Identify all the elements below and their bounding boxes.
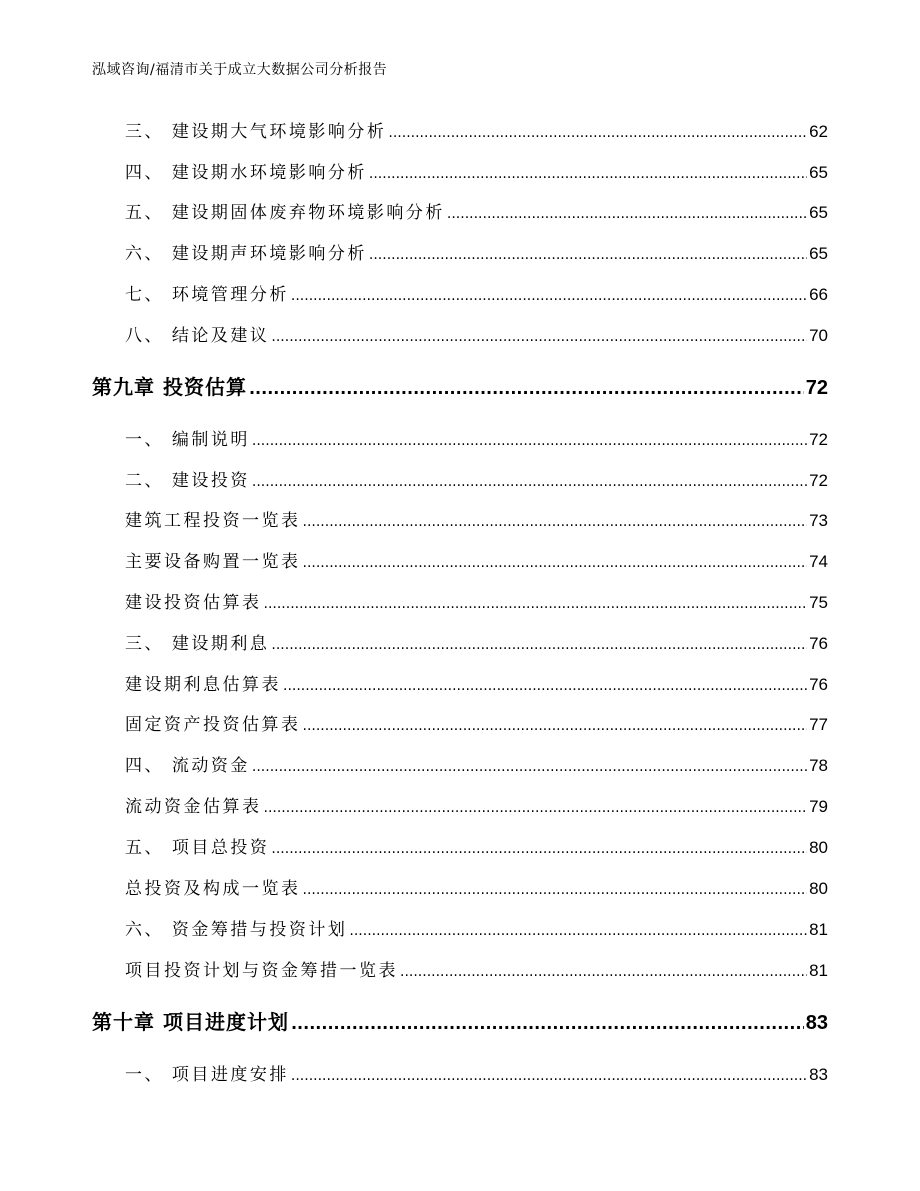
toc-page-number: 72 [809,430,828,449]
toc-entry-title: 建筑工程投资一览表 [125,511,301,531]
toc-entry[interactable] [92,1060,828,1085]
toc-entry[interactable] [92,466,828,491]
toc-leader-dots [369,247,807,263]
toc-entry[interactable] [92,425,828,450]
toc-entry[interactable] [92,956,828,981]
toc-page-number: 81 [809,920,828,939]
toc-entry[interactable] [92,792,828,817]
toc-entry-title: 一、 项目进度安排 [125,1065,289,1085]
toc-entry[interactable] [92,670,828,695]
toc-page-number: 72 [805,377,828,399]
toc-leader-dots [249,379,804,398]
toc-entry-title: 建设投资估算表 [125,593,262,613]
toc-entry-title: 一、 编制说明 [125,430,250,450]
toc-entry-title: 总投资及构成一览表 [125,879,301,899]
toc-entry[interactable] [92,506,828,531]
toc-page-number: 70 [809,326,828,345]
toc-page-number: 76 [809,675,828,694]
toc-page-number: 76 [809,634,828,653]
toc-entry-title: 八、 结论及建议 [125,326,270,346]
toc-page-number: 66 [809,285,828,304]
running-header: 泓域咨询/福清市关于成立大数据公司分析报告 [92,62,388,78]
toc-entry[interactable] [92,547,828,572]
toc-entry[interactable] [92,198,828,223]
toc-entry-title: 五、 建设期固体废弃物环境影响分析 [125,203,445,223]
toc-page-number: 73 [809,511,828,530]
toc-entry-title: 建设期利息估算表 [125,675,281,695]
toc-leader-dots [271,329,807,345]
toc-entry[interactable] [92,833,828,858]
toc-entry-title: 六、 建设期声环境影响分析 [125,244,367,264]
toc-entry-title: 流动资金估算表 [125,797,262,817]
toc-page-number: 74 [809,552,828,571]
toc-entry-title: 五、 项目总投资 [125,838,270,858]
toc-leader-dots [252,474,807,490]
toc-entry[interactable] [92,280,828,305]
toc-leader-dots [271,637,807,653]
toc-leader-dots [388,125,807,141]
toc-page-number: 65 [809,163,828,182]
toc-leader-dots [303,882,808,898]
toc-entry-title: 第九章 投资估算 [92,375,247,399]
toc-entry-title: 三、 建设期利息 [125,634,270,654]
toc-chapter-entry[interactable] [92,1006,828,1035]
toc-chapter-entry[interactable] [92,371,828,400]
toc-page-number: 65 [809,203,828,222]
toc-leader-dots [252,433,807,449]
toc-leader-dots [303,514,808,530]
toc-page-number: 79 [809,797,828,816]
toc-entry[interactable] [92,874,828,899]
toc-page-number: 62 [809,122,828,141]
toc-page-number: 83 [805,1012,828,1034]
toc-leader-dots [291,1068,807,1084]
toc-page-number: 75 [809,593,828,612]
toc-page-number: 72 [809,471,828,490]
toc-entry-title: 二、 建设投资 [125,471,250,491]
toc-leader-dots [447,206,807,222]
toc-entry-title: 主要设备购置一览表 [125,552,301,572]
toc-entry[interactable] [92,588,828,613]
toc-leader-dots [291,1014,804,1033]
toc-entry[interactable] [92,158,828,183]
toc-leader-dots [400,964,807,980]
toc-page-number: 65 [809,244,828,263]
toc-entry-title: 七、 环境管理分析 [125,285,289,305]
toc-page-number: 77 [809,715,828,734]
toc-leader-dots [349,923,807,939]
toc-leader-dots [369,166,807,182]
toc-entry-title: 第十章 项目进度计划 [92,1010,289,1034]
toc-leader-dots [264,800,808,816]
toc-entry[interactable] [92,915,828,940]
toc-entry-title: 四、 流动资金 [125,756,250,776]
toc-entry-title: 固定资产投资估算表 [125,715,301,735]
toc-entry-title: 项目投资计划与资金筹措一览表 [125,961,398,981]
toc-leader-dots [303,718,808,734]
toc-entry[interactable] [92,239,828,264]
toc-entry[interactable] [92,321,828,346]
toc-entry[interactable] [92,629,828,654]
toc-page-number: 83 [809,1065,828,1084]
toc-page-number: 81 [809,961,828,980]
toc-entry-title: 三、 建设期大气环境影响分析 [125,122,387,142]
toc-leader-dots [264,596,808,612]
toc-page-number: 80 [809,838,828,857]
toc-leader-dots [271,841,807,857]
toc-leader-dots [252,759,807,775]
toc-leader-dots [291,288,807,304]
toc-entry-title: 四、 建设期水环境影响分析 [125,163,367,183]
toc-entry[interactable] [92,751,828,776]
toc-page-number: 78 [809,756,828,775]
toc-entry-title: 六、 资金筹措与投资计划 [125,920,348,940]
toc-leader-dots [303,555,808,571]
toc-leader-dots [283,678,807,694]
toc-entry[interactable] [92,117,828,142]
toc-page-number: 80 [809,879,828,898]
toc-entry[interactable] [92,710,828,735]
